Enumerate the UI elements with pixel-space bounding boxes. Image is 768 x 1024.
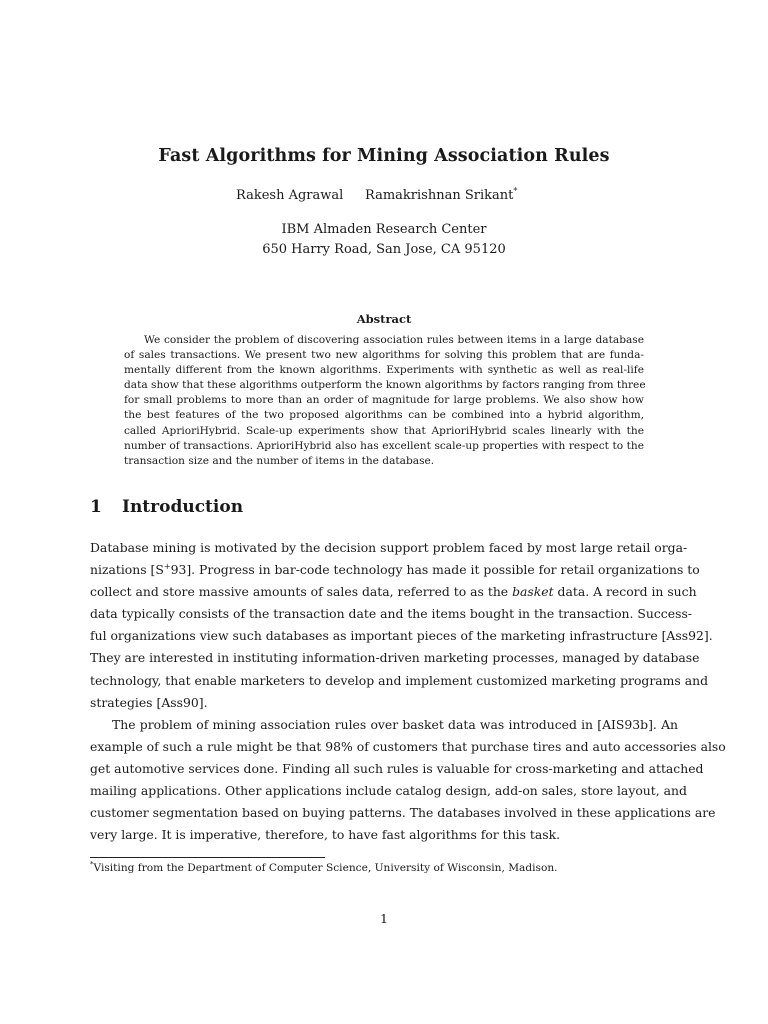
author-footnote-marker: * [513, 186, 518, 196]
body-line: technology, that enable marketers to develop and implement customized marketing programs and [90, 672, 708, 688]
abstract-line: We consider the problem of discovering association rules between items in a large database [144, 334, 644, 346]
body-line [90, 581, 697, 603]
body-text-span: nizations [S [90, 562, 164, 578]
body-line: The problem of mining association rules over basket data was introduced in [AIS93b]. An [112, 716, 678, 732]
abstract-line: data show that these algorithms outperform the known algorithms by factors ranging from three [124, 379, 646, 392]
body-text-span: collect and store massive amounts of sales data, referred to as the [90, 584, 509, 600]
citation-superscript: + [163, 561, 171, 571]
abstract-line: transaction size and the number of items in the database. [124, 454, 435, 467]
body-line [90, 559, 700, 581]
section-number: 1 [90, 497, 102, 517]
affiliation-name: IBM Almaden Research Center [281, 222, 487, 237]
footnote-marker: * [90, 860, 94, 869]
body-line: very large. It is imperative, therefore, to have fast algorithms for this task. [90, 827, 561, 843]
abstract-text [124, 333, 644, 469]
body-line: get automotive services done. Finding all such rules is valuable for cross-marketing and attached [90, 760, 704, 776]
author-agrawal: Rakesh Agrawal [236, 188, 344, 203]
abstract-line: of sales transactions. We present two new algorithms for solving this problem that are funda- [124, 349, 644, 362]
author-list [0, 188, 768, 208]
section-heading [90, 497, 243, 517]
abstract-line: mentally different from the known algorithms. Experiments with synthetic as well as real-life [124, 364, 644, 377]
paper-title: Fast Algorithms for Mining Association Rules [158, 146, 610, 166]
body-text-span: 93]. Progress in bar-code technology has made it possible for retail organizations to [170, 562, 700, 578]
body-line: ful organizations view such databases as important pieces of the marketing infrastructure [Ass92]. [90, 628, 713, 644]
body-line: customer segmentation based on buying patterns. The databases involved in these applications are [90, 805, 716, 821]
introduction-body [90, 537, 726, 846]
emphasis-basket: basket [512, 584, 554, 600]
author-srikant [365, 188, 517, 203]
body-line: data typically consists of the transaction date and the items bought in the transaction. Success- [90, 606, 692, 622]
footnote [90, 862, 558, 874]
body-line: strategies [Ass90]. [90, 694, 208, 710]
abstract-line: the best features of the two proposed algorithms can be combined into a hybrid algorithm, [124, 409, 644, 422]
footnote-rule [90, 857, 325, 858]
body-line: mailing applications. Other applications include catalog design, add-on sales, store layout, and [90, 783, 687, 799]
abstract-line: for small problems to more than an order of magnitude for large problems. We also show how [124, 394, 644, 407]
body-line: Database mining is motivated by the decision support problem faced by most large retail orga- [90, 540, 688, 555]
page-number: 1 [380, 911, 388, 926]
abstract-line: called AprioriHybrid. Scale-up experiments show that AprioriHybrid scales linearly with the [124, 424, 644, 437]
abstract-heading: Abstract [356, 312, 412, 326]
footnote-text: Visiting from the Department of Computer Science, University of Wisconsin, Madison. [93, 862, 558, 874]
section-title: Introduction [122, 497, 244, 517]
author-srikant-name: Ramakrishnan Srikant [365, 188, 514, 203]
abstract-line: number of transactions. AprioriHybrid also has excellent scale-up properties with respect to the [124, 439, 644, 452]
body-line: They are interested in instituting information-driven marketing processes, managed by database [90, 650, 700, 666]
affiliation-address: 650 Harry Road, San Jose, CA 95120 [262, 242, 506, 257]
body-line: example of such a rule might be that 98% of customers that purchase tires and auto accessories also [90, 738, 726, 754]
body-text-span: data. A record in such [557, 584, 697, 600]
